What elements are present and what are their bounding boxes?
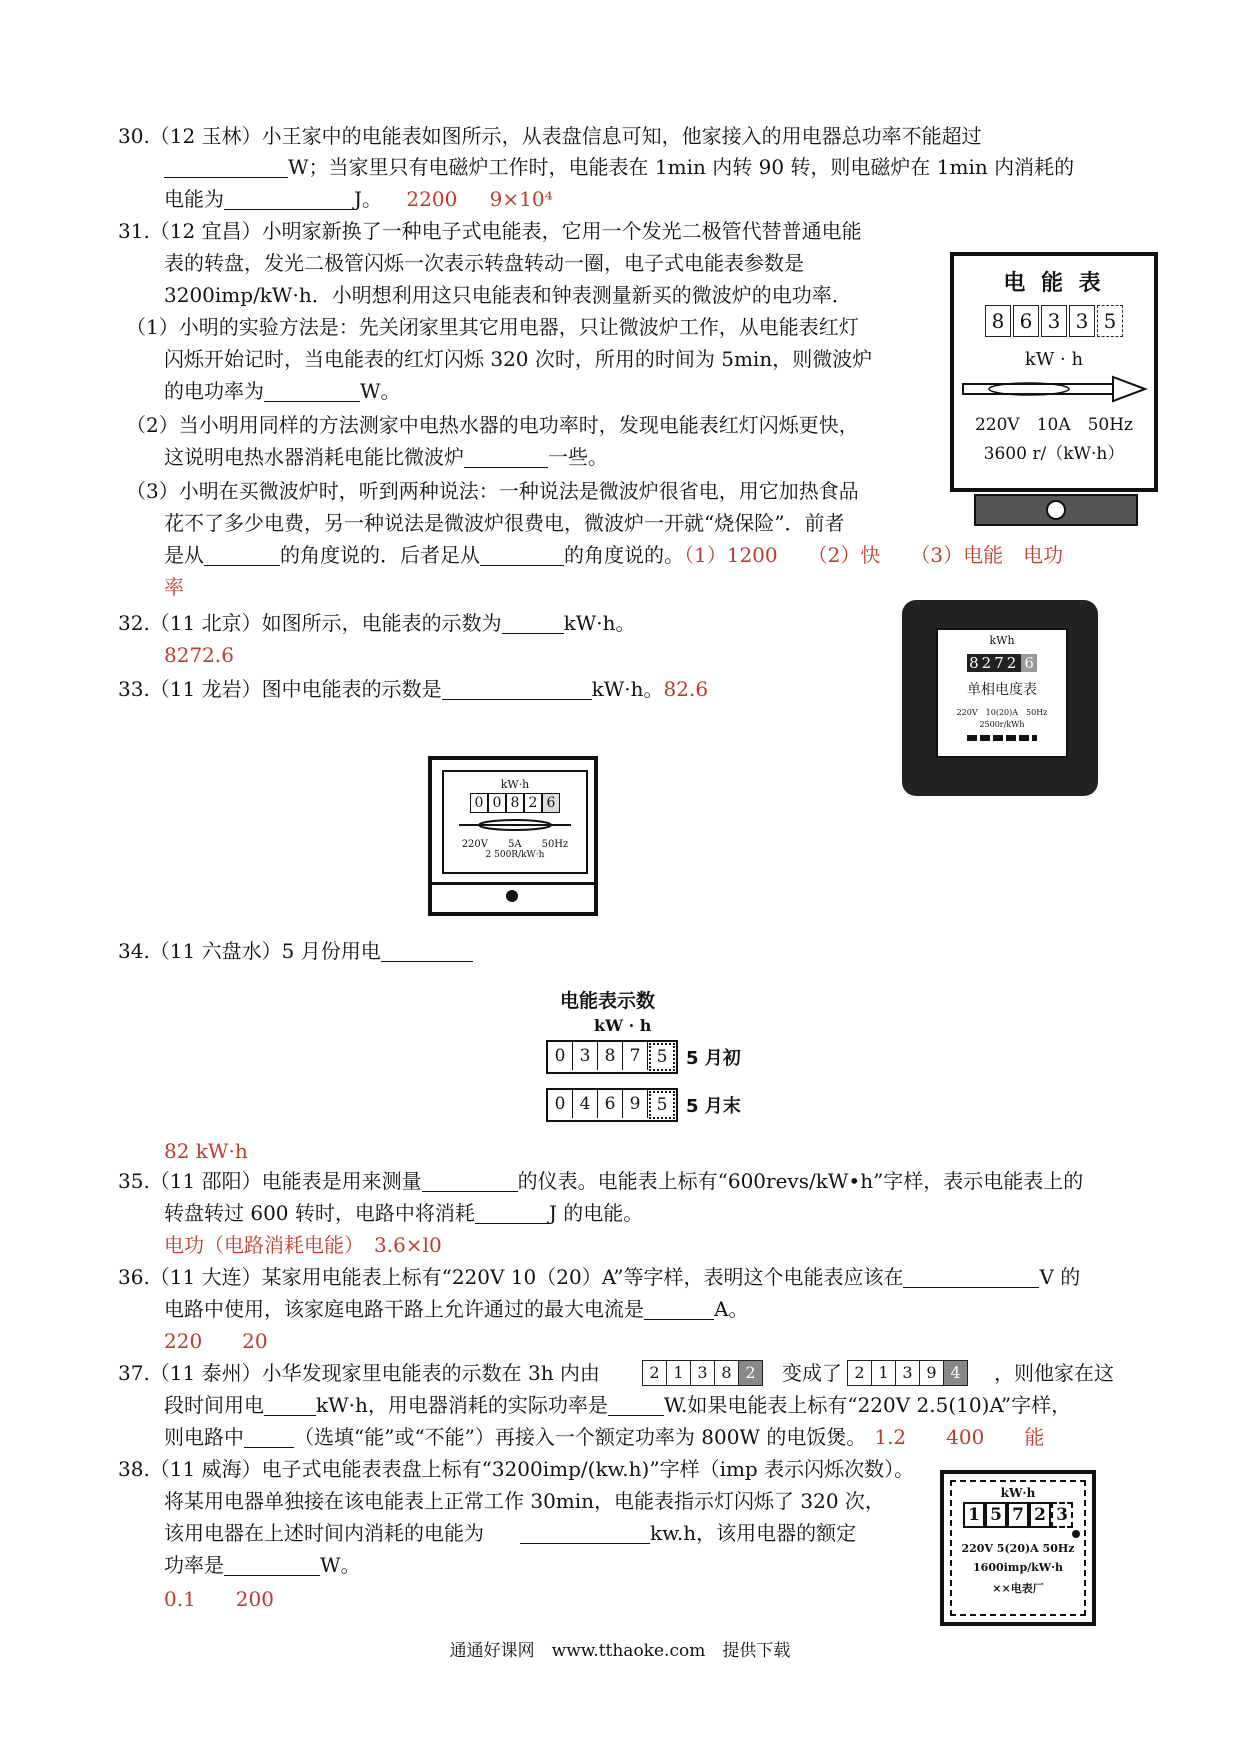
meter-digit: 3: [896, 1361, 920, 1385]
meter-digit: 7: [994, 654, 1007, 672]
q37-reading-start: [642, 1360, 763, 1386]
meter-base: [974, 494, 1138, 526]
meter-digit: 0: [548, 1090, 573, 1118]
text: W。: [320, 1553, 361, 1577]
answer-blank[interactable]: [224, 1555, 320, 1576]
text: 的角度说的。: [564, 543, 684, 567]
meter-digit-row: [967, 654, 1021, 672]
q38-line1: 38.（11 威海）电子式电能表表盘上标有“3200imp/(kw.h)”字样（imp 表示闪烁次数）。: [118, 1457, 915, 1481]
text: W；当家里只有电磁炉工作时，电能表在 1min 内转 90 转，则电磁炉在 1min 内消耗的: [288, 155, 1075, 179]
meter-spec-2: 2500r/kWh: [979, 720, 1025, 729]
text: 一些。: [548, 445, 608, 469]
meter-digit: 6: [1021, 654, 1037, 672]
q31-p3a: （3）小明在买微波炉时，听到两种说法：一种说法是微波炉很省电，用它加热食品: [126, 479, 859, 503]
text: W。: [360, 379, 401, 403]
meter-spec-1: 220V 5A 50Hz: [461, 839, 569, 850]
meter-unit: kW·h: [1000, 1486, 1036, 1500]
q31-p2a: （2）当小明用同样的方法测家中电热水器的电功率时，发现电能表红灯闪烁更快，: [126, 413, 859, 437]
q30-line2: [164, 154, 1074, 180]
meter-digit: 4: [573, 1090, 598, 1118]
q33-line: [118, 676, 708, 702]
text: 该用电器在上述时间内消耗的电能为: [164, 1521, 484, 1545]
meter-digit: 1: [667, 1361, 691, 1385]
meter-digits: [546, 1040, 678, 1074]
meter-digit: 6: [1013, 305, 1039, 337]
q31-p2b: [164, 444, 608, 470]
answer-blank[interactable]: [244, 1427, 294, 1448]
page-footer: 通通好课网 www.tthaoke.com 提供下载: [449, 1641, 791, 1661]
answer-blank[interactable]: [442, 679, 592, 700]
q31-p1c: [164, 378, 401, 404]
text: 段时间用电: [164, 1393, 264, 1417]
meter-face: [950, 1480, 1086, 1616]
meter-maker: ××电表厂: [992, 1582, 1044, 1595]
meter-digits: [952, 1502, 1084, 1528]
q30-line3: [164, 186, 553, 212]
text: A。: [714, 1297, 749, 1321]
meter-digit: 2: [981, 654, 995, 672]
meter-digits: [444, 793, 586, 813]
q34-row-start: [546, 1040, 741, 1074]
q33-meter-figure: [428, 756, 598, 916]
text: J。: [354, 187, 383, 211]
meter-digit: 5: [1097, 305, 1123, 337]
q31-p3c: [164, 542, 1063, 568]
text: J 的电能。: [548, 1201, 644, 1225]
indicator-led-icon: [1072, 1530, 1080, 1538]
meter-digit: 8: [506, 793, 524, 813]
q37-line1c: ，则他家在这: [994, 1361, 1114, 1385]
text: 32.（11 北京）如图所示，电能表的示数为: [118, 611, 502, 635]
meter-spec-2: 2 500R/kW·h: [485, 850, 545, 860]
meter-digit: 2: [739, 1361, 762, 1385]
q38-line3: [164, 1520, 856, 1546]
answer-blank[interactable]: [264, 381, 360, 402]
meter-spec-2: 1600imp/kW·h: [973, 1561, 1063, 1574]
meter-digits: [938, 649, 1066, 673]
meter-name: 单相电度表: [967, 682, 1037, 698]
text: 转盘转过 600 转时，电路中将消耗: [164, 1201, 475, 1225]
meter-digit: 5: [649, 1091, 675, 1119]
answer-blank[interactable]: [224, 189, 354, 210]
q31-p1b: 闪烁开始记时，当电能表的红灯闪烁 320 次时，所用的时间为 5min，则微波炉: [164, 347, 873, 371]
meter-digit: 3: [1069, 305, 1095, 337]
q38-answer: 0.1 200: [164, 1587, 274, 1611]
text: 35.（11 邵阳）电能表是用来测量: [118, 1169, 422, 1193]
q36-line1: [118, 1264, 1080, 1290]
arrow-icon: [959, 374, 1149, 404]
text: 电路中使用，该家庭电路干路上允许通过的最大电流是: [164, 1297, 644, 1321]
meter-digit: 8: [969, 654, 982, 672]
q34-figure-unit: kW · h: [594, 1016, 652, 1035]
q32-answer: 8272.6: [164, 643, 234, 667]
text: W.如果电能表上标有“220V 2.5(10)A”字样，: [663, 1393, 1072, 1417]
q37-line1: 37.（11 泰州）小华发现家里电能表的示数在 3h 内由: [118, 1361, 600, 1385]
answer-blank[interactable]: [464, 447, 548, 468]
text: 电能为: [164, 187, 224, 211]
q38-meter-figure: [940, 1470, 1096, 1626]
answer-blank[interactable]: [164, 157, 288, 178]
text: 功率是: [164, 1553, 224, 1577]
answer-blank[interactable]: [502, 613, 564, 634]
answer-blank[interactable]: [422, 1171, 518, 1192]
meter-digits: [546, 1088, 678, 1122]
q37-reading-end: [847, 1360, 968, 1386]
q32-line: [118, 610, 636, 636]
q34-figure-title: 电能表示数: [560, 990, 656, 1012]
meter-digit: 4: [944, 1361, 967, 1385]
meter-digit: 6: [542, 793, 560, 813]
meter-digit: 2: [1006, 654, 1020, 672]
meter-digit: 3: [1051, 1502, 1073, 1528]
meter-digit: 3: [1041, 305, 1067, 337]
q30-line1: 30.（12 玉林）小王家中的电能表如图所示，从表盘信息可知，他家接入的用电器总功率不能超过: [118, 124, 982, 148]
text: 则电路中: [164, 1425, 244, 1449]
meter-unit: kWh: [989, 634, 1015, 647]
meter-digit: 9: [920, 1361, 944, 1385]
meter-spec-2: 3600 r/（kW·h）: [983, 444, 1125, 464]
q33-answer: 82.6: [663, 677, 709, 701]
meter-unit: kW·h: [500, 778, 530, 791]
text: 34.（11 六盘水）5 月份用电: [118, 939, 381, 963]
q37-line2: [164, 1392, 1071, 1418]
meter-digit: 1: [963, 1502, 985, 1528]
text: 这说明电热水器消耗电能比微波炉: [164, 445, 464, 469]
answer-blank[interactable]: [264, 1395, 316, 1416]
text: （选填“能”或“不能”）再接入一个额定功率为 800W 的电饭煲。: [294, 1425, 867, 1449]
meter-digit: 2: [1029, 1502, 1051, 1528]
meter-spec-1: 220V 10A 50Hz: [974, 415, 1134, 435]
meter-digit: 8: [715, 1361, 739, 1385]
answer-blank[interactable]: [903, 1267, 1039, 1288]
q31-answer-cont: 率: [164, 575, 184, 599]
q32-meter-figure: [902, 600, 1098, 796]
text: 是从: [164, 543, 204, 567]
q31-p1a: （1）小明的实验方法是：先关闭家里其它用电器，只让微波炉工作，从电能表红灯: [126, 315, 859, 339]
meter-digit: 5: [985, 1502, 1007, 1528]
q36-answer: 220 20: [164, 1329, 268, 1353]
meter-digit: 8: [985, 305, 1011, 337]
row-label: 5 月初: [686, 1048, 741, 1069]
answer-blank[interactable]: [520, 1523, 650, 1544]
meter-face: [936, 628, 1068, 758]
q31-p3b: 花不了多少电费，另一种说法是微波炉很费电，微波炉一开就“烧保险”．前者: [164, 511, 845, 535]
rotor-disc-icon: [455, 817, 575, 833]
meter-digit: 8: [598, 1042, 623, 1070]
text: kw.h，该用电器的额定: [650, 1521, 857, 1545]
screw-icon: [1046, 500, 1066, 520]
q31-line3: 3200imp/kW·h．小明想利用这只电能表和钟表测量新买的微波炉的电功率．: [164, 283, 852, 307]
q35-answer: 电功（电路消耗电能） 3.6×l0: [164, 1233, 442, 1257]
q34-row-end: [546, 1088, 741, 1122]
meter-divider: [432, 882, 594, 885]
meter-digit: 7: [1007, 1502, 1029, 1528]
q37-line1b: 变成了: [782, 1361, 842, 1385]
q31-line1: 31.（12 宜昌）小明家新换了一种电子式电能表，它用一个发光二极管代替普通电能: [118, 219, 862, 243]
meter-digit: 3: [691, 1361, 715, 1385]
meter-digit: 0: [488, 793, 506, 813]
meter-digit: 2: [848, 1361, 872, 1385]
q34-answer: 82 kW·h: [164, 1139, 248, 1163]
text: kW·h。: [591, 677, 664, 701]
meter-unit: kW · h: [1024, 349, 1084, 370]
row-label: 5 月末: [686, 1096, 741, 1117]
q31-answer: （1）1200 （2）快 （3）电能 电功: [684, 543, 1064, 567]
q37-line3: [164, 1424, 1044, 1450]
screw-icon: [506, 890, 518, 902]
q38-line4: [164, 1552, 361, 1578]
q37-answer: 1.2 400 能: [874, 1425, 1045, 1449]
q31-line2: 表的转盘，发光二极管闪烁一次表示转盘转动一圈，电子式电能表参数是: [164, 251, 804, 275]
meter-digit: 0: [470, 793, 488, 813]
meter-digit: 2: [643, 1361, 667, 1385]
text: 的仪表。电能表上标有“600revs/kW•h”字样，表示电能表上的: [517, 1169, 1084, 1193]
meter-digit: 9: [623, 1090, 648, 1118]
meter-digit: 2: [524, 793, 542, 813]
text: V 的: [1039, 1265, 1081, 1289]
q35-line1: [118, 1168, 1083, 1194]
answer-blank[interactable]: [608, 1395, 664, 1416]
meter-title: 电 能 表: [1003, 270, 1105, 296]
text: 的角度说的．后者足从: [280, 543, 480, 567]
answer-blank[interactable]: [204, 545, 280, 566]
q30-answer-1: 2200: [406, 187, 458, 211]
answer-blank[interactable]: [644, 1299, 714, 1320]
meter-digits: [954, 305, 1154, 337]
text: kW·h，用电器消耗的实际功率是: [316, 1393, 608, 1417]
text: 的电功率为: [164, 379, 264, 403]
answer-blank[interactable]: [475, 1203, 549, 1224]
q34-line: [118, 938, 473, 964]
answer-blank[interactable]: [480, 545, 564, 566]
text: 36.（11 大连）某家用电能表上标有“220V 10（20）A”等字样，表明这个电能表应该在: [118, 1265, 904, 1289]
answer-blank[interactable]: [381, 941, 473, 962]
q30-answer-2: 9×10⁴: [489, 187, 553, 211]
meter-digit: 3: [573, 1042, 598, 1070]
meter-face: [442, 770, 588, 874]
meter-spec-1: 220V 5(20)A 50Hz: [961, 1542, 1075, 1555]
q31-meter-figure: [950, 252, 1158, 492]
meter-digit: 0: [548, 1042, 573, 1070]
text: kW·h。: [563, 611, 636, 635]
q35-line2: [164, 1200, 643, 1226]
meter-digit: 5: [649, 1043, 675, 1071]
meter-terminals: [967, 735, 1037, 741]
q38-line2: 将某用电器单独接在该电能表上正常工作 30min，电能表指示灯闪烁了 320 次，: [164, 1489, 885, 1513]
meter-digit: 1: [872, 1361, 896, 1385]
q36-line2: [164, 1296, 748, 1322]
text: 33.（11 龙岩）图中电能表的示数是: [118, 677, 442, 701]
meter-digit: 7: [623, 1042, 648, 1070]
meter-spec-1: 220V 10(20)A 50Hz: [956, 708, 1048, 717]
meter-digit: 6: [598, 1090, 623, 1118]
